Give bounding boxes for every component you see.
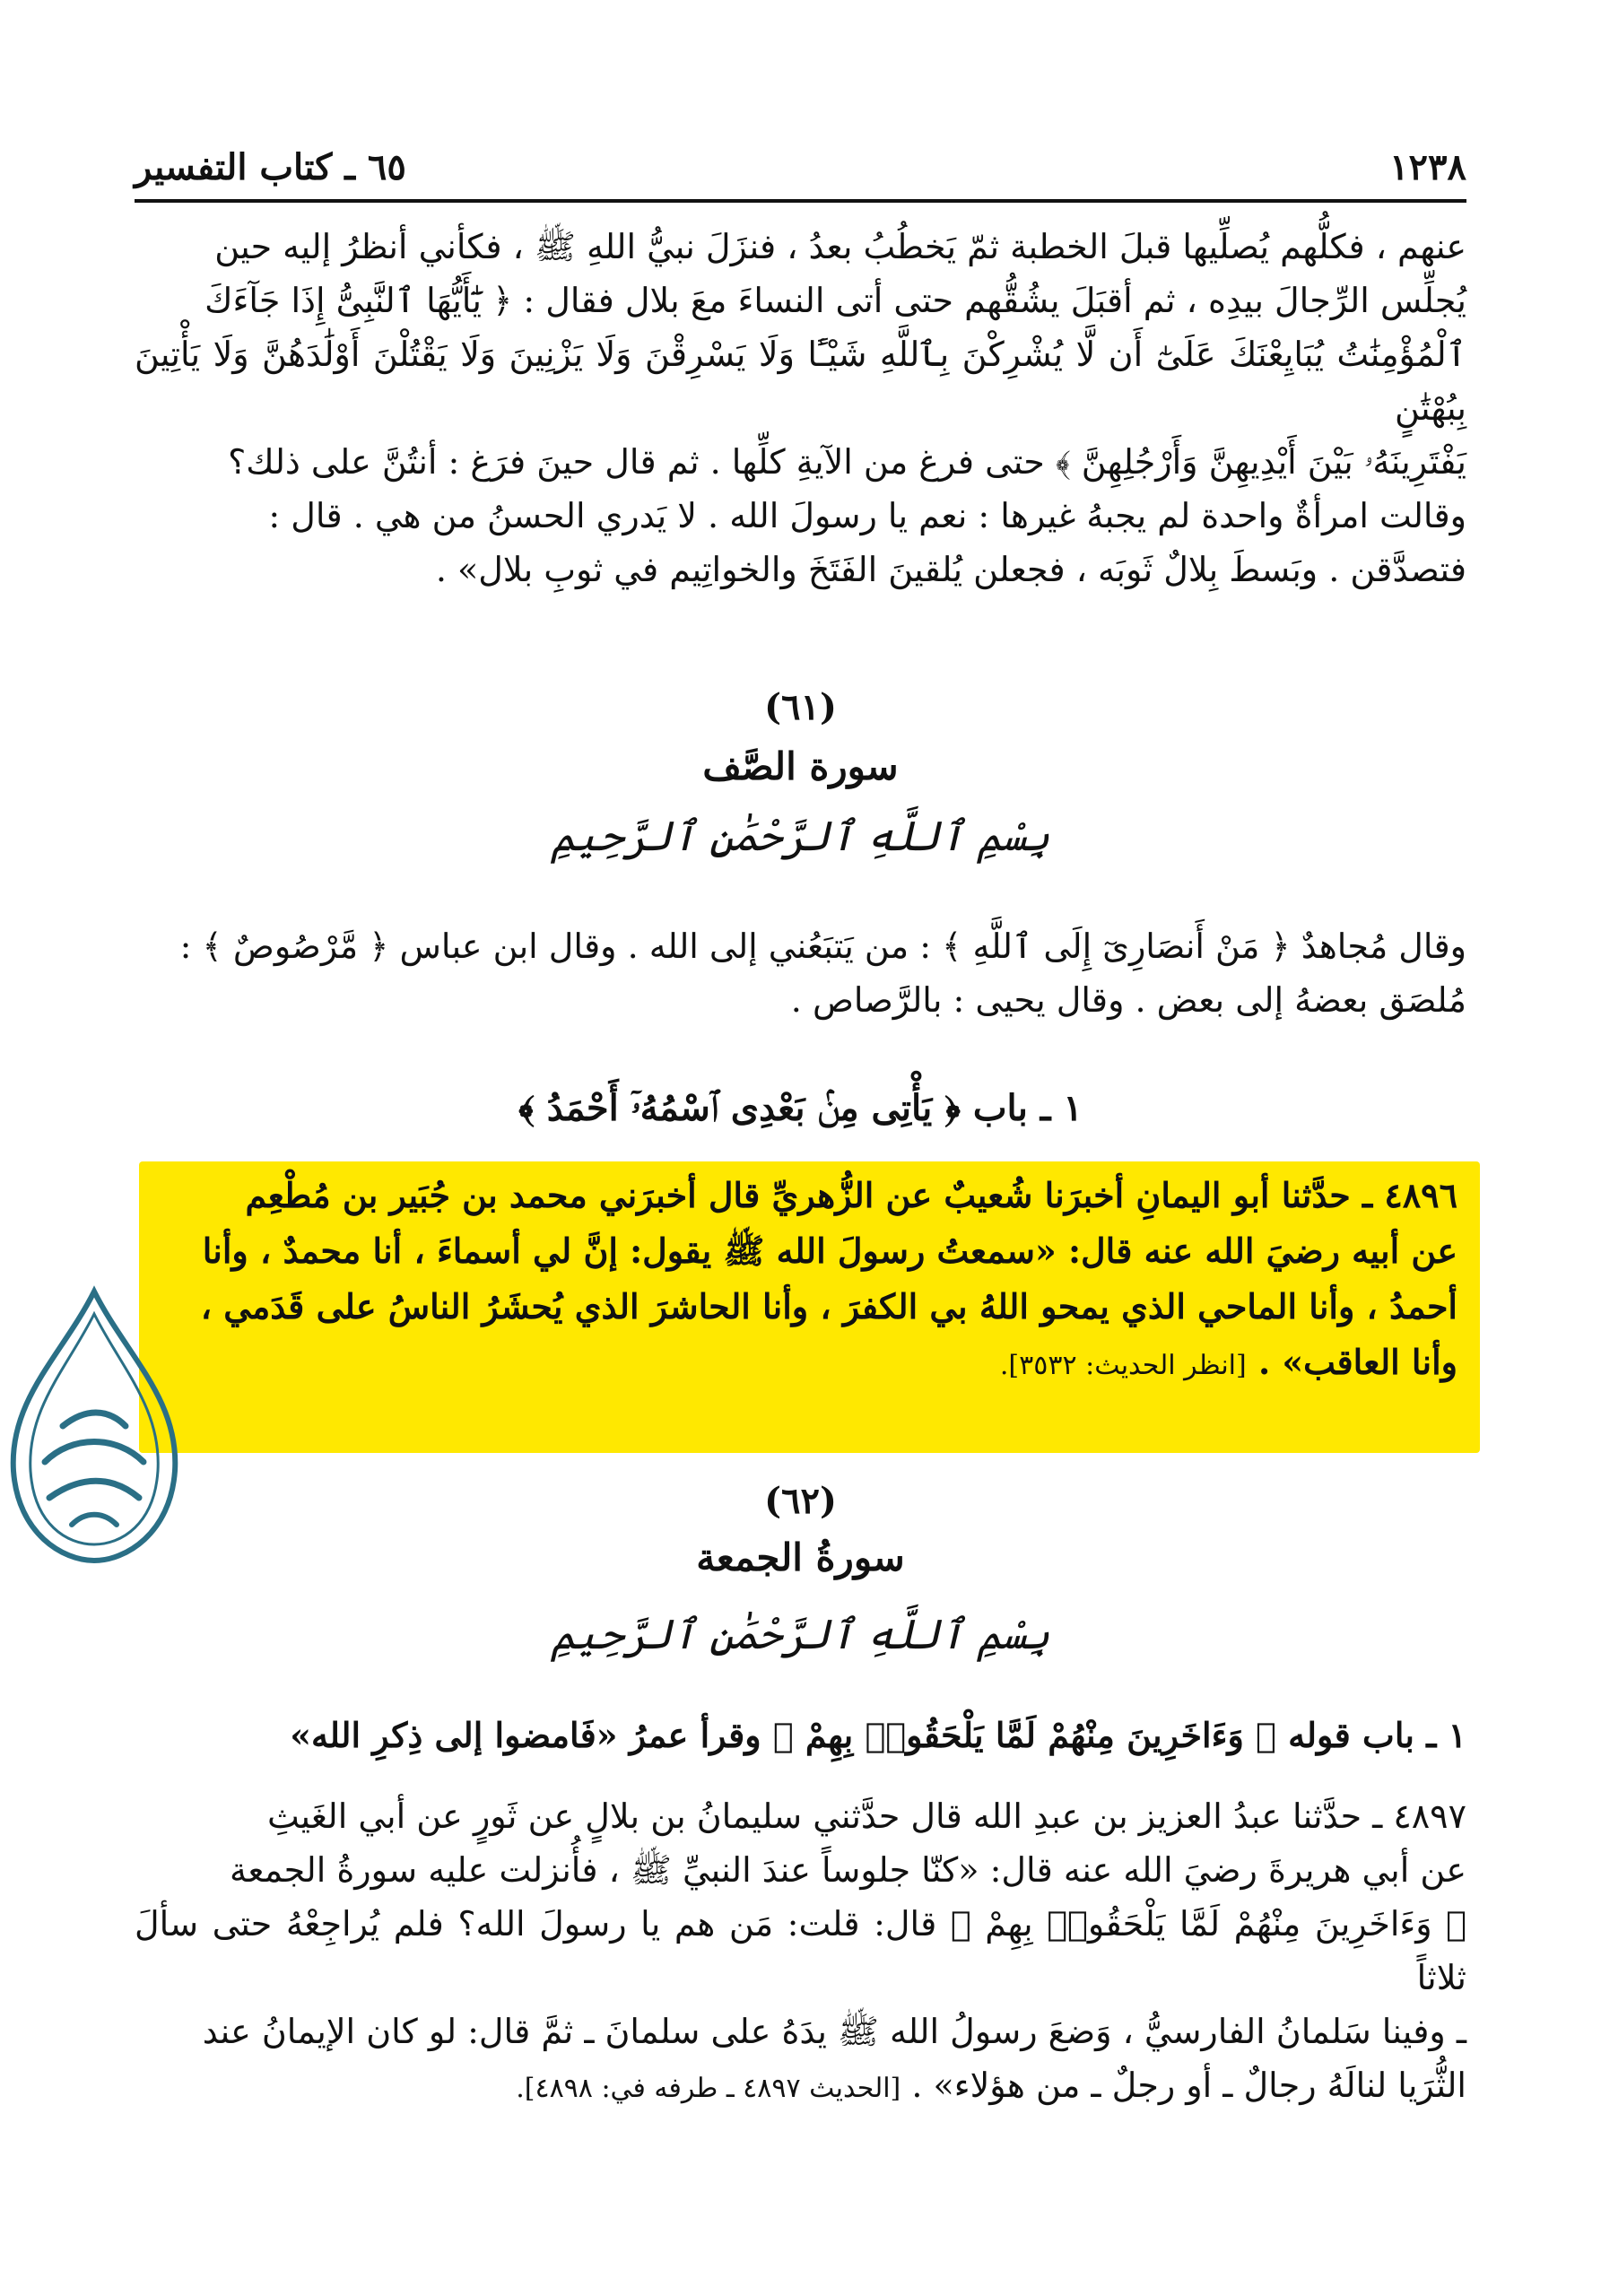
text-line: وقالت امرأةٌ واحدة لم يجبهُ غيرها : نعم يا رسولَ الله . لا يَدري الحسنُ من هي . قال :: [268, 496, 1466, 535]
hadith-reference: [انظر الحديث: ٣٥٣٢].: [999, 1350, 1247, 1381]
sura-62-number: (٦٢): [764, 1480, 837, 1522]
seal-logo: [0, 1274, 188, 1570]
text-line: عن أبيه رضيَ الله عنه قال: «سمعتُ رسولَ الله ﷺ يقول: إنَّ لي أسماءَ ، أنا محمدٌ ، وأنا: [202, 1231, 1457, 1271]
hadith-4896: [152, 1168, 1457, 1394]
text-line: أحمدُ ، وأنا الماحي الذي يمحو اللهُ بي الكفرَ ، وأنا الحاشرَ الذي يُحشَرُ الناسُ على قَدَمي ،: [200, 1286, 1457, 1326]
hadith-end: وأنا العاقب» .: [1257, 1342, 1457, 1382]
text-line: ﴿ وَءَاخَرِينَ مِنْهُمْ لَمَّا يَلْحَقُوا۟ بِهِمْ ﴾ قال: قلت: مَن هم يا رسولَ الله؟ فلم يُراجِعْهُ حتى سألَ ثلاثاً: [135, 1904, 1466, 1997]
chapter-heading-61: ١ ـ باب ﴿ يَأْتِى مِنۢ بَعْدِى ٱسْمُهُۥٓ أَحْمَدُ ﴾: [518, 1087, 1083, 1129]
text-line: ـ وفينا سَلمانُ الفارسيُّ ، وَضعَ رسولُ الله ﷺ يدَهُ على سلمانَ ـ ثمَّ قال: لو كان الإيمانُ عند: [202, 2012, 1466, 2051]
basmala-62: بِسْمِ ٱللَّهِ ٱلرَّحْمَٰنِ ٱلرَّحِيمِ: [551, 1610, 1050, 1658]
sura-61-title: سورة الصَّف: [702, 744, 899, 788]
book-title: ٦٥ ـ كتاب التفسير: [135, 146, 406, 188]
sura-61-number: (٦١): [764, 686, 837, 728]
header-rule: [135, 199, 1466, 203]
text-line: وقال مُجاهدٌ ﴿ مَنْ أَنصَارِىٓ إِلَى ٱللَّهِ ﴾ : من يَتبَعُني إلى الله . وقال ابن عباس ﴿ مَّرْصُوصٌ ﴾ :: [179, 926, 1466, 966]
basmala-61: بِسْمِ ٱللَّهِ ٱلرَّحْمَٰنِ ٱلرَّحِيمِ: [551, 812, 1050, 860]
text-line: فتصدَّقن . وبَسطَ بِلالٌ ثَوبَه ، فجعلن يُلقينَ الفَتَخَ والخواتِيم في ثوبِ بلال» .: [435, 550, 1466, 589]
text-line: [135, 2058, 1466, 2116]
text-line: ٤٨٩٦ ـ حدَّثنا أبو اليمانِ أخبرَنا شُعيبٌ عن الزُّهريِّ قال أخبرَني محمد بن جُبَير بن مُطْعِم: [245, 1175, 1457, 1215]
text-line: يُجلِّس الرِّجالَ بيدِه ، ثم أقبَلَ يشُقُّهم حتى أتى النساءَ معَ بلال فقال : ﴿ يَٰٓأَيُّهَا ٱلنَّبِىُّ إِذَا جَآءَكَ: [204, 281, 1466, 320]
text-line: ٱلْمُؤْمِنَٰتُ يُبَايِعْنَكَ عَلَىٰٓ أَن لَّا يُشْرِكْنَ بِٱللَّهِ شَيْـًٔا وَلَا يَسْرِقْنَ وَلَا يَزْنِينَ وَلَا يَقْتُلْنَ أَوْلَٰدَهُنَّ وَلَا يَأْتِينَ بِبُهْتَٰنٍ: [135, 335, 1466, 428]
page-header: [135, 135, 1466, 188]
text-line: ٤٨٩٧ ـ حدَّثنا عبدُ العزيز بن عبدِ الله قال حدَّثني سليمانُ بن بلالٍ عن ثَورٍ عن أبي الغَيثِ: [267, 1796, 1466, 1836]
text-line: [152, 1335, 1457, 1394]
hadith-end: الثُّرَيا لنالَهُ رجالٌ ـ أو رجلٌ ـ من هؤلاء» .: [911, 2066, 1466, 2105]
sura-62-title: سورةُ الجمعة: [696, 1535, 905, 1579]
text-line: عنهم ، فكلُّهم يُصلِّيها قبلَ الخطبة ثمّ يَخطُبُ بعدُ ، فنزَلَ نبيُّ اللهِ ﷺ ، فكأني أنظرُ إليه حين: [214, 227, 1466, 266]
sura-61-intro: [135, 919, 1466, 1027]
hadith-reference: [الحديث ٤٨٩٧ ـ طرفه في: ٤٨٩٨].: [516, 2073, 901, 2104]
text-line: مُلصَق بعضهُ إلى بعض . وقال يحيى : بالرَّصاص .: [790, 980, 1466, 1020]
page-number: ١٢٣٨: [1389, 146, 1466, 188]
hadith-4897: [135, 1789, 1466, 2116]
text-line: يَفْتَرِينَهُۥ بَيْنَ أَيْدِيهِنَّ وَأَرْجُلِهِنَّ ﴾ حتى فرغ من الآيةِ كلِّها . ثم قال حينَ فرَغ : أنتُنَّ على ذلك؟: [228, 442, 1466, 482]
chapter-heading-62: ١ ـ باب قوله ﴿ وَءَاخَرِينَ مِنْهُمْ لَمَّا يَلْحَقُوا۟ بِهِمْ ﴾ وقرأ عمرُ «فَامضوا إلى ذِكرِ الله»: [290, 1715, 1466, 1755]
top-paragraph: [135, 220, 1466, 596]
text-line: عن أبي هريرةَ رضيَ الله عنه قال: «كنّا جلوساً عندَ النبيِّ ﷺ ، فأُنزلت عليه سورةُ الجمعة: [229, 1850, 1466, 1890]
